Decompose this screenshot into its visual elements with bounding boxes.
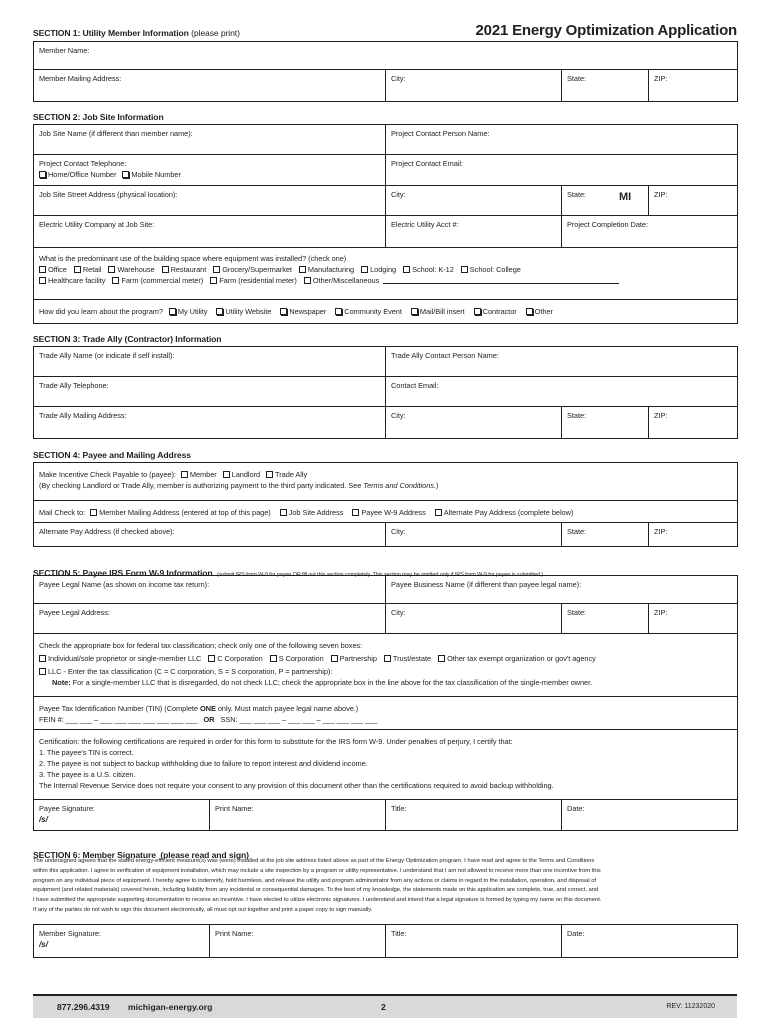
revision-code: REV: 11232020 [666, 1003, 715, 1010]
member-zip-label: ZIP: [654, 74, 668, 83]
trade-ally-checkbox[interactable] [266, 471, 273, 478]
terms-and-conditions-link: Terms and Conditions. [363, 481, 436, 490]
member-state-label: State: [567, 74, 587, 83]
home-office-label: Home/Office Number [48, 170, 117, 179]
other-tax-exempt-organization-or-gov-t-agency-label: Other tax exempt organization or gov't agency [447, 654, 596, 663]
member-print-name-label: Print Name: [215, 929, 254, 938]
member-city-field[interactable] [386, 70, 562, 102]
newspaper-checkbox[interactable] [280, 308, 287, 315]
certification-3: 3. The payee is a U.S. citizen. [39, 770, 136, 779]
newspaper-label: Newspaper [289, 307, 327, 316]
job-site-city-label: City: [391, 190, 406, 199]
payee-w-9-address-checkbox[interactable] [352, 509, 359, 516]
section-6-note: (please read and sign) [160, 850, 249, 860]
job-site-city-field[interactable] [386, 186, 562, 216]
payee-business-name-label: Payee Business Name (if different than payee legal name): [391, 580, 582, 589]
member-print-name-field[interactable] [210, 925, 386, 958]
member-title-field[interactable] [386, 925, 562, 958]
payee-zip-field[interactable] [649, 604, 738, 634]
individual-sole-proprietor-or-single-member-llc-checkbox[interactable] [39, 655, 46, 662]
section-3-title: SECTION 3: Trade Ally (Contractor) Information [33, 334, 222, 344]
member-name-label: Member Name: [39, 46, 90, 55]
member-checkbox[interactable] [181, 471, 188, 478]
learn-question: How did you learn about the program? [39, 307, 163, 316]
application-title: 2021 Energy Optimization Application [475, 22, 737, 39]
grocery-supermarket-label: Grocery/Supermarket [222, 265, 292, 274]
payee-w-9-address-label: Payee W-9 Address [361, 508, 426, 517]
trade-ally-name-label: Trade Ally Name (or indicate if self install): [39, 351, 175, 360]
farm-residential-meter-label: Farm (residential meter) [219, 276, 297, 285]
payee-signature-mark: /s/ [39, 815, 48, 824]
s-corporation-checkbox[interactable] [270, 655, 277, 662]
payee-city-field[interactable] [386, 604, 562, 634]
payee-print-name-field[interactable] [210, 800, 386, 831]
note-label: Note: [52, 678, 71, 687]
payee-print-name-label: Print Name: [215, 804, 254, 813]
project-completion-date-field[interactable] [562, 216, 738, 248]
section-1-label: SECTION 1: Utility Member Information [33, 28, 189, 38]
payee-date-field[interactable] [562, 800, 738, 831]
ssn-input[interactable]: SSN: ___ ___ ___ – ___ ___ – ___ ___ ___ ___ [220, 715, 378, 724]
farm-commercial-meter-label: Farm (commercial meter) [121, 276, 204, 285]
payee-state-label: State: [567, 608, 587, 617]
office-checkbox[interactable] [39, 266, 46, 273]
utility-website-checkbox[interactable] [216, 308, 223, 315]
page-header [33, 22, 737, 42]
contractor-checkbox[interactable] [474, 308, 481, 315]
job-site-name-label: Job Site Name (if different than member name): [39, 129, 193, 138]
my-utility-label: My Utility [177, 307, 208, 316]
payable-note [39, 480, 732, 491]
note-text: For a single-member LLC that is disregarded, do not check LLC; check the appropriate box in the line above for the tax classification of the single-member owner. [72, 678, 593, 687]
footer-phone: 877.296.4319 [57, 1002, 110, 1012]
landlord-checkbox[interactable] [223, 471, 230, 478]
alternate-state-label: State: [567, 527, 587, 536]
project-completion-date-label: Project Completion Date: [567, 220, 648, 229]
retail-label: Retail [82, 265, 102, 274]
electric-utility-company-label: Electric Utility Company at Job Site: [39, 220, 155, 229]
job-site-state-field[interactable] [562, 186, 649, 216]
tin-field[interactable] [34, 697, 738, 730]
mail-check-to-row [39, 507, 732, 518]
job-site-state-value: MI [619, 191, 632, 203]
certification-1: 1. The payee's TIN is correct. [39, 748, 134, 757]
warehouse-checkbox[interactable] [108, 266, 115, 273]
project-contact-email-field[interactable] [386, 155, 738, 186]
section-3-table [33, 346, 738, 439]
tin-one: ONE [199, 704, 216, 713]
member-date-label: Date: [567, 929, 585, 938]
llc-label: LLC - Enter the tax classification (C = C corporation, S = S corporation, P = partnership): [48, 667, 333, 676]
phone-type-options [39, 169, 380, 180]
trade-ally-contact-field[interactable] [386, 347, 738, 377]
project-contact-phone-field[interactable] [34, 155, 386, 186]
office-label: Office [48, 265, 67, 274]
llc-checkbox[interactable] [39, 668, 46, 675]
member-signature-mark: /s/ [39, 940, 48, 949]
community-event-label: Community Event [344, 307, 402, 316]
member-state-field[interactable] [562, 70, 649, 102]
member-mailing-address-field[interactable] [34, 70, 386, 102]
member-city-label: City: [391, 74, 406, 83]
alternate-city-field[interactable] [386, 523, 562, 547]
grocery-supermarket-checkbox[interactable] [213, 266, 220, 273]
building-use-row-2 [39, 275, 732, 286]
trade-ally-state-field[interactable] [562, 407, 649, 439]
building-use-question: What is the predominant use of the building space where equipment was installed? (check one) [39, 254, 347, 263]
school-college-label: School: College [469, 265, 521, 274]
mobile-checkbox[interactable] [122, 171, 129, 178]
trade-ally-state-label: State: [567, 411, 587, 420]
section-4-table [33, 462, 738, 547]
alternate-pay-address-complete-below-checkbox[interactable] [435, 509, 442, 516]
project-contact-name-field[interactable] [386, 125, 738, 155]
member-signature-field[interactable] [34, 925, 210, 958]
section-6-label: SECTION 6: Member Signature [33, 850, 156, 860]
payee-business-name-field[interactable] [386, 576, 738, 604]
landlord-label: Landlord [231, 470, 261, 479]
member-title-label: Title: [391, 929, 407, 938]
other-checkbox[interactable] [526, 308, 533, 315]
member-signature-label: Member Signature: [39, 929, 101, 938]
trade-ally-zip-field[interactable] [649, 407, 738, 439]
s-corporation-label: S Corporation [278, 654, 324, 663]
payee-signature-label: Payee Signature: [39, 804, 95, 813]
payee-zip-label: ZIP: [654, 608, 668, 617]
payable-to-row [39, 469, 732, 480]
tin-instruction-a: Payee Tax Identification Number (TIN) (Complete [39, 704, 198, 713]
trade-ally-phone-label: Trade Ally Telephone: [39, 381, 109, 390]
healthcare-facility-label: Healthcare facility [48, 276, 106, 285]
alternate-zip-field[interactable] [649, 523, 738, 547]
tax-classification-field [34, 634, 738, 697]
building-use-row-1 [39, 264, 732, 275]
trade-ally-city-label: City: [391, 411, 406, 420]
trust-estate-label: Trust/estate [392, 654, 432, 663]
agreement-line: program on any individual piece of equipment. I hereby agree to indemnify, hold harmless, and release the utility and program administrator from any actions or claims in regard to the installation, operation, and disposal of [33, 877, 597, 884]
payee-title-field[interactable] [386, 800, 562, 831]
lodging-checkbox[interactable] [361, 266, 368, 273]
section-4-title: SECTION 4: Payee and Mailing Address [33, 450, 191, 460]
home-office-checkbox[interactable] [39, 171, 46, 178]
job-site-address-label: Job Site Address [288, 508, 344, 517]
trust-estate-checkbox[interactable] [384, 655, 391, 662]
member-agreement-text [33, 857, 737, 916]
trade-ally-name-field[interactable] [34, 347, 386, 377]
payee-legal-name-field[interactable] [34, 576, 386, 604]
restaurant-label: Restaurant [170, 265, 207, 274]
other-miscellaneous-label: Other/Miscellaneous [312, 276, 380, 285]
job-site-state-label: State: [567, 190, 587, 199]
or-label: OR [203, 715, 215, 724]
agreement-line: I have submitted the appropriate supporting documentation to receive an incentive. I have elected to utilize electronic signatures. I understand and intend that a legal signature is formed by typing my name on this document. [33, 897, 602, 904]
agreement-line: within this application. I agree to verification of equipment installation, which may include a site inspection by a program or utility representative. I understand that I am not allowed to receive more than one incentive from this [33, 867, 601, 874]
my-utility-checkbox[interactable] [169, 308, 176, 315]
mobile-label: Mobile Number [131, 170, 181, 179]
payee-legal-address-label: Payee Legal Address: [39, 608, 110, 617]
other-label: Other [534, 307, 553, 316]
tax-classification-row [39, 653, 732, 664]
other-miscellaneous-line[interactable] [383, 276, 619, 284]
school-k-12-checkbox[interactable] [403, 266, 410, 273]
tin-instructions [39, 703, 732, 714]
section-1-note: (please print) [191, 28, 240, 38]
farm-residential-meter-checkbox[interactable] [210, 277, 217, 284]
electric-utility-acct-field[interactable] [386, 216, 562, 248]
trade-ally-mailing-field[interactable] [34, 407, 386, 439]
section-2-table [33, 124, 738, 324]
other-tax-exempt-organization-or-gov-t-agency-checkbox[interactable] [438, 655, 445, 662]
trade-ally-city-field[interactable] [386, 407, 562, 439]
certification-intro: Certification: the following certifications are required in order for this form to substitute for the IRS form W-9. Under penalties of perjury, I certify that: [39, 737, 513, 746]
payee-title-label: Title: [391, 804, 407, 813]
section-5-label: SECTION 5: Payee IRS Form W-9 Information [33, 568, 213, 578]
tin-instruction-b: only. Must match payee legal name above.) [217, 704, 359, 713]
electric-utility-acct-label: Electric Utility Acct #: [391, 220, 459, 229]
alternate-pay-address-field[interactable] [34, 523, 386, 547]
irs-consent-statement: The Internal Revenue Service does not require your consent to any provision of this document other than the certifications required to avoid backup withholding. [39, 781, 554, 790]
mail-check-to-field [34, 501, 738, 523]
job-site-name-field[interactable] [34, 125, 386, 155]
tin-entry-row [39, 714, 732, 725]
payee-signature-field[interactable] [34, 800, 210, 831]
member-date-field[interactable] [562, 925, 738, 958]
trade-ally-label: Trade Ally [275, 470, 308, 479]
restaurant-checkbox[interactable] [162, 266, 169, 273]
llc-row [39, 666, 732, 677]
learn-about-program-row [39, 306, 732, 317]
alternate-pay-address-label: Alternate Pay Address (if checked above): [39, 527, 175, 536]
payee-date-label: Date: [567, 804, 585, 813]
manufacturing-label: Manufacturing [307, 265, 355, 274]
payable-note-end: ) [435, 481, 439, 490]
school-college-checkbox[interactable] [461, 266, 468, 273]
job-site-street-field[interactable] [34, 186, 386, 216]
retail-checkbox[interactable] [74, 266, 81, 273]
member-mailing-address-entered-at-top-of-this-page-label: Member Mailing Address (entered at top of this page) [99, 508, 271, 517]
electric-utility-company-field[interactable] [34, 216, 386, 248]
agreement-line: The undersigned agrees that the stated energy-efficient measure(s) was (were) installed at the job site address listed above as part of the Energy Optimization program. I have read and agree to the Terms and Conditions [33, 858, 595, 864]
healthcare-facility-checkbox[interactable] [39, 277, 46, 284]
partnership-checkbox[interactable] [331, 655, 338, 662]
member-mailing-address-entered-at-top-of-this-page-checkbox[interactable] [90, 509, 97, 516]
single-member-note [39, 677, 732, 688]
farm-commercial-meter-checkbox[interactable] [112, 277, 119, 284]
page-number: 2 [381, 1002, 386, 1012]
footer-website: michigan-energy.org [128, 1002, 213, 1012]
certification-2: 2. The payee is not subject to backup withholding due to failure to report interest and dividend income. [39, 759, 368, 768]
fein-input[interactable]: FEIN #: ___ ___ – ___ ___ ___ ___ ___ ___ ___ [39, 715, 198, 724]
mail-bill-insert-checkbox[interactable] [411, 308, 418, 315]
community-event-checkbox[interactable] [335, 308, 342, 315]
member-mailing-address-label: Member Mailing Address: [39, 74, 122, 83]
building-use-field [34, 248, 738, 300]
section-6-table [33, 924, 738, 958]
trade-ally-zip-label: ZIP: [654, 411, 668, 420]
mail-check-to-label: Mail Check to: [39, 508, 86, 517]
c-corporation-label: C Corporation [217, 654, 263, 663]
job-site-address-checkbox[interactable] [280, 509, 287, 516]
learn-about-program-field [34, 300, 738, 324]
mail-bill-insert-label: Mail/Bill insert [419, 307, 465, 316]
page-footer [33, 994, 737, 1018]
job-site-zip-field[interactable] [649, 186, 738, 216]
member-name-field[interactable] [34, 42, 738, 70]
tax-classification-intro: Check the appropriate box for federal tax classification; check only one of the following seven boxes: [39, 641, 363, 650]
alternate-zip-label: ZIP: [654, 527, 668, 536]
utility-website-label: Utility Website [225, 307, 272, 316]
section-5-note: (submit IRS form W-9 for payee OR fill out this section completely. This section may be omitted only if IRS form W-9 for payee is submitted.) [217, 572, 544, 578]
payee-city-label: City: [391, 608, 406, 617]
partnership-label: Partnership [339, 654, 377, 663]
trade-ally-email-field[interactable] [386, 377, 738, 407]
payable-to-label: Make Incentive Check Payable to (payee): [39, 470, 176, 479]
member-zip-field[interactable] [649, 70, 738, 102]
agreement-line: If any of the parties do not wish to sign this document electronically, all must opt out together and print a paper copy to sign manually. [33, 906, 373, 913]
payable-to-field [34, 463, 738, 501]
project-contact-name-label: Project Contact Person Name: [391, 129, 490, 138]
trade-ally-mailing-label: Trade Ally Mailing Address: [39, 411, 127, 420]
payee-state-field[interactable] [562, 604, 649, 634]
section-1-table [33, 41, 738, 102]
job-site-zip-label: ZIP: [654, 190, 668, 199]
section-5-table [33, 575, 738, 831]
alternate-state-field[interactable] [562, 523, 649, 547]
manufacturing-checkbox[interactable] [299, 266, 306, 273]
payee-legal-address-field[interactable] [34, 604, 386, 634]
project-contact-phone-label: Project Contact Telephone: [39, 159, 127, 168]
c-corporation-checkbox[interactable] [208, 655, 215, 662]
payee-legal-name-label: Payee Legal Name (as shown on income tax return): [39, 580, 210, 589]
section-1-title [33, 28, 240, 38]
individual-sole-proprietor-or-single-member-llc-label: Individual/sole proprietor or single-member LLC [48, 654, 202, 663]
trade-ally-contact-label: Trade Ally Contact Person Name: [391, 351, 499, 360]
lodging-label: Lodging [370, 265, 397, 274]
contractor-label: Contractor [482, 307, 517, 316]
alternate-pay-address-complete-below-label: Alternate Pay Address (complete below) [443, 508, 574, 517]
school-k-12-label: School: K-12 [412, 265, 454, 274]
other-miscellaneous-checkbox[interactable] [304, 277, 311, 284]
agreement-line: equipment (and related materials) covered herein, including liability from any incidental or consequential damages. To the best of my knowledge, the statements made on this application are complete, true, and correct, and [33, 887, 599, 894]
section-2-title: SECTION 2: Job Site Information [33, 112, 164, 122]
alternate-city-label: City: [391, 527, 406, 536]
member-label: Member [189, 470, 217, 479]
trade-ally-email-label: Contact Email: [391, 381, 439, 390]
warehouse-label: Warehouse [117, 265, 155, 274]
project-contact-email-label: Project Contact Email: [391, 159, 464, 168]
payable-note-text: (By checking Landlord or Trade Ally, member is authorizing payment to the third party indicated. See [39, 481, 362, 490]
certification-block [34, 730, 738, 800]
job-site-street-label: Job Site Street Address (physical location): [39, 190, 178, 199]
trade-ally-phone-field[interactable] [34, 377, 386, 407]
